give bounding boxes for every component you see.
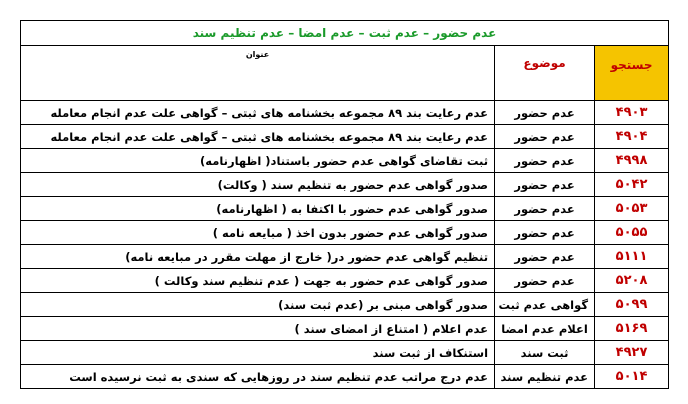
row-topic: عدم حضور <box>495 125 595 149</box>
row-title: صدور گواهی عدم حضور با اکتفا به ( اظهارنامه) <box>21 197 495 221</box>
table-row <box>21 341 669 365</box>
data-table <box>20 20 669 389</box>
row-title: صدور گواهی عدم حضور به جهت ( عدم تنظیم سند وکالت ) <box>21 269 495 293</box>
row-code: ۵۰۹۹ <box>595 293 669 317</box>
row-title: عدم رعایت بند ۸۹ مجموعه بخشنامه های ثبتی – گواهی علت عدم انجام معامله <box>21 101 495 125</box>
table-row <box>21 125 669 149</box>
table-row <box>21 293 669 317</box>
row-code: ۵۱۱۱ <box>595 245 669 269</box>
row-title: صدور گواهی مبنی بر (عدم ثبت سند) <box>21 293 495 317</box>
row-topic: عدم حضور <box>495 197 595 221</box>
table-row <box>21 149 669 173</box>
row-title: عدم درج مراتب عدم تنظیم سند در روزهایی که سندی به ثبت نرسیده است <box>21 365 495 389</box>
row-code: ۴۹۹۸ <box>595 149 669 173</box>
row-topic: گواهی عدم ثبت <box>495 293 595 317</box>
table-row <box>21 197 669 221</box>
row-topic: عدم حضور <box>495 269 595 293</box>
table-row <box>21 173 669 197</box>
table-row <box>21 269 669 293</box>
row-code: ۵۰۵۳ <box>595 197 669 221</box>
row-topic: عدم حضور <box>495 173 595 197</box>
header-search: جستجو <box>595 46 669 101</box>
row-title: استنکاف از ثبت سند <box>21 341 495 365</box>
row-title: صدور گواهی عدم حضور بدون اخذ ( مبایعه نامه ) <box>21 221 495 245</box>
row-topic: عدم حضور <box>495 245 595 269</box>
row-code: ۵۱۶۹ <box>595 317 669 341</box>
table-row <box>21 101 669 125</box>
row-topic: عدم حضور <box>495 101 595 125</box>
row-code: ۵۰۴۲ <box>595 173 669 197</box>
table-row <box>21 221 669 245</box>
table-row <box>21 245 669 269</box>
row-code: ۵۲۰۸ <box>595 269 669 293</box>
row-topic: عدم حضور <box>495 221 595 245</box>
row-title: تنظیم گواهی عدم حضور در( خارج از مهلت مقرر در مبایعه نامه) <box>21 245 495 269</box>
row-topic: ثبت سند <box>495 341 595 365</box>
table-row <box>21 317 669 341</box>
row-title: ثبت تقاضای گواهی عدم حضور باستناد( اظهارنامه) <box>21 149 495 173</box>
row-code: ۵۰۱۴ <box>595 365 669 389</box>
row-title: عدم رعایت بند ۸۹ مجموعه بخشنامه های ثبتی – گواهی علت عدم انجام معامله <box>21 125 495 149</box>
row-topic: عدم تنظیم سند <box>495 365 595 389</box>
header-title: عنوان <box>21 46 495 101</box>
row-topic: عدم حضور <box>495 149 595 173</box>
row-code: ۴۹۰۴ <box>595 125 669 149</box>
title-row <box>21 21 669 46</box>
row-code: ۴۹۲۷ <box>595 341 669 365</box>
table-sheet <box>20 20 668 404</box>
table-title: عدم حضور – عدم ثبت – عدم امضا – عدم تنظیم سند <box>21 21 669 46</box>
header-row <box>21 46 669 101</box>
table-row <box>21 365 669 389</box>
row-code: ۵۰۵۵ <box>595 221 669 245</box>
header-topic: موضوع <box>495 46 595 101</box>
row-code: ۴۹۰۳ <box>595 101 669 125</box>
table-body <box>21 21 669 389</box>
row-title: صدور گواهی عدم حضور به تنظیم سند ( وکالت) <box>21 173 495 197</box>
row-topic: اعلام عدم امضا <box>495 317 595 341</box>
row-title: عدم اعلام ( امتناع از امضای سند ) <box>21 317 495 341</box>
